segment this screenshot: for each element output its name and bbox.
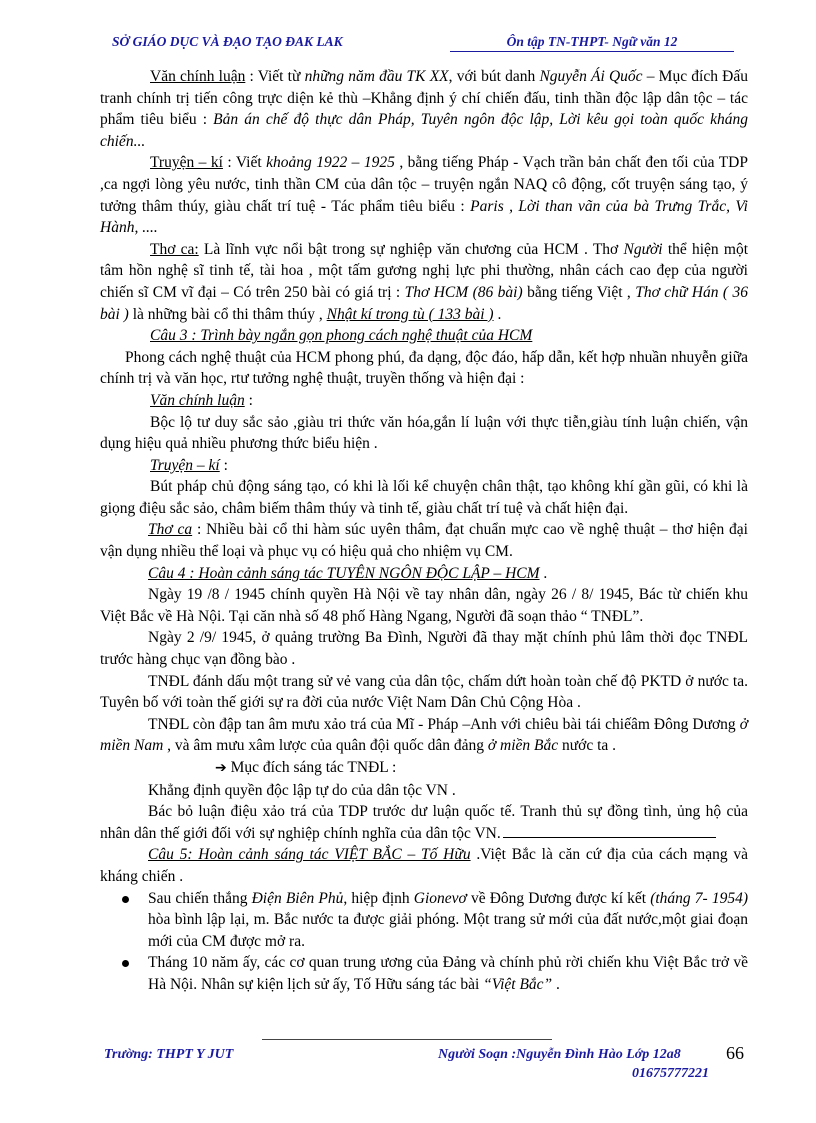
q3-tho-ca: Thơ ca : Nhiều bài cổ thi hàm súc uyên thâm, đạt chuẩn mực cao về nghệ thuật – thơ hiện đại vận dụng nhiều thể loại và phục vụ có hiệu quả cho nhiệm vụ CM.	[100, 521, 748, 561]
paragraph-truyen-ki: Truyện – kí : Viết khoảng 1922 – 1925 , bằng tiếng Pháp - Vạch trần bản chất đen tối của TDP ,ca ngợi lòng yêu nước, tinh thần CM của dân tộc – truyện ngắn NAQ cô động, cốt truyện sáng tạo, ý tưởng thâm thúy, giàu chất trí tuệ - Tác phẩm tiêu biểu : Paris , Lời than vãn của bà Trưng Trắc, Vi Hành, ....	[100, 154, 748, 237]
divider-line	[503, 825, 716, 838]
question-3-heading: Câu 3 : Trình bày ngắn gọn phong cách nghệ thuật của HCM	[150, 327, 533, 345]
q4-paragraph-1: Ngày 19 /8 / 1945 chính quyền Hà Nội về tay nhân dân, ngày 26 / 8/ 1945, Bác từ chiến khu Việt Bắc về Hà Nội. Tại căn nhà số 48 phố Hàng Ngang, Người đã soạn thảo “ TNĐL”.	[100, 586, 748, 625]
section-label: Thơ ca:	[150, 240, 199, 258]
footer-school: Trường: THPT Y JUT	[104, 1047, 234, 1062]
bullet-icon	[122, 896, 129, 903]
bullet-item-2: Tháng 10 năm ấy, các cơ quan trung ương của Đảng và chính phủ rời chiến khu Việt Bắc trở về Hà Nội. Nhân sự kiện lịch sử ấy, Tố Hữu sáng tác bài “Việt Bắc” .	[100, 952, 748, 995]
question-5-heading: Câu 5: Hoàn cảnh sáng tác VIỆT BẮC – Tố Hữu .Việt Bắc là căn cứ địa của cách mạng và kháng chiến .	[100, 846, 748, 885]
bullet-item-1: Sau chiến thắng Điện Biên Phủ, hiệp định Gionevơ về Đông Dương được kí kết (tháng 7- 1954) hòa bình lập lại, m. Bắc nước ta được giải phóng. Một trang sử mới của đất nước,một giai đoạn mới của CM được mở ra.	[100, 888, 748, 953]
paragraph-tho-ca: Thơ ca: Là lĩnh vực nổi bật trong sự nghiệp văn chương của HCM . Thơ Người thể hiện một tâm hồn nghệ sĩ tinh tế, tài hoa , một tấm gương nghị lực phi thường, nhân cách cao đẹp của người chiến sĩ CM vĩ đại – Có trên 250 bài có giá trị : Thơ HCM (86 bài) bằng tiếng Việt , Thơ chữ Hán ( 36 bài ) là những bài cổ thi thâm thúy , Nhật kí trong tù ( 133 bài ) .	[100, 240, 748, 323]
header-left: SỞ GIÁO DỤC VÀ ĐẠO TẠO ĐAK LAK	[112, 34, 343, 49]
q3-truyen-ki-text: Bút pháp chủ động sáng tạo, có khi là lối kể chuyện chân thật, tạo không khí gần gũi, có khi là giọng điệu sắc sảo, châm biếm thâm thúy và tinh tế, giàu chất trí tuệ và chất hiện đại.	[100, 478, 748, 517]
question-3-intro: Phong cách nghệ thuật của HCM phong phú, đa dạng, độc đáo, hấp dẫn, kết hợp nhuần nhuyễn giữa chính trị và văn học, rtư tưởng nghệ thuật, truyền thống và hiện đại :	[100, 348, 748, 388]
section-label: Văn chính luận	[150, 68, 246, 85]
question-4-heading: Câu 4 : Hoàn cảnh sáng tác TUYÊN NGÔN ĐỘC LẬP – HCM .	[148, 564, 548, 582]
bullet-icon	[122, 960, 129, 967]
footer-author: Người Soạn :Nguyễn Đình Hào Lớp 12a8	[438, 1047, 681, 1062]
q3-van-chinh-luan-text: Bộc lộ tư duy sắc sảo ,giàu tri thức văn hóa,gắn lí luận với thực tiễn,giàu tính luận chiến, vận dụng hiệu quả nhiều phương thức biểu hiện .	[100, 413, 748, 453]
page-body	[100, 66, 748, 996]
q3-truyen-ki-label: Truyện – kí :	[150, 456, 228, 474]
footer-divider	[262, 1039, 552, 1040]
footer-phone: 01675777221	[632, 1066, 709, 1081]
purpose-item-2: Bác bỏ luận điệu xảo trá của TDP trước dư luận quốc tế. Tranh thủ sự đồng tình, ủng hộ của nhân dân thế giới đối với sự nghiệp chính nghĩa của dân tộc VN.	[100, 803, 748, 842]
q4-paragraph-2: Ngày 2 /9/ 1945, ở quảng trường Ba Đình, Người đã thay mặt chính phủ lâm thời đọc TNĐL trước hàng chục vạn đồng bào .	[100, 629, 748, 669]
q4-paragraph-4: TNĐL còn đập tan âm mưu xảo trá của Mĩ - Pháp –Anh với chiêu bài tái chiếâm Đông Dương ở miền Nam , và âm mưu xâm lược của quân đội quốc dân đảng ở miền Bắc nước ta .	[100, 715, 748, 755]
q3-van-chinh-luan-label: Văn chính luận :	[150, 391, 253, 409]
q4-paragraph-3: TNĐL đánh dấu một trang sử vẻ vang của dân tộc, chấm dứt hoàn toàn chế độ PKTD ở nước ta. Tuyên bố với toàn thế giới sự ra đời của nước Việt Nam Dân Chủ Cộng Hòa .	[100, 672, 748, 712]
paragraph-van-chinh-luan: Văn chính luận : Viết từ những năm đầu TK XX, với bút danh Nguyễn Ái Quốc – Mục đích Đấu tranh chính trị tiến công trực diện kẻ thù –Khẳng định ý chí chiến đấu, tinh thần độc lập dân tộc – tác phẩm tiêu biểu : Bản án chế độ thực dân Pháp, Tuyên ngôn độc lập, Lời kêu gọi toàn quốc kháng chiến...	[100, 68, 748, 150]
purpose-heading: ➔ Mục đích sáng tác TNĐL :	[215, 759, 397, 776]
arrow-right-icon: ➔	[215, 760, 227, 776]
section-label: Truyện – kí	[150, 154, 223, 172]
purpose-item-1: Khẳng định quyền độc lập tự do của dân tộc VN .	[148, 781, 456, 799]
header-right: Ôn tập TN-THPT- Ngữ văn 12	[450, 34, 734, 52]
page-number: 66	[726, 1043, 744, 1063]
